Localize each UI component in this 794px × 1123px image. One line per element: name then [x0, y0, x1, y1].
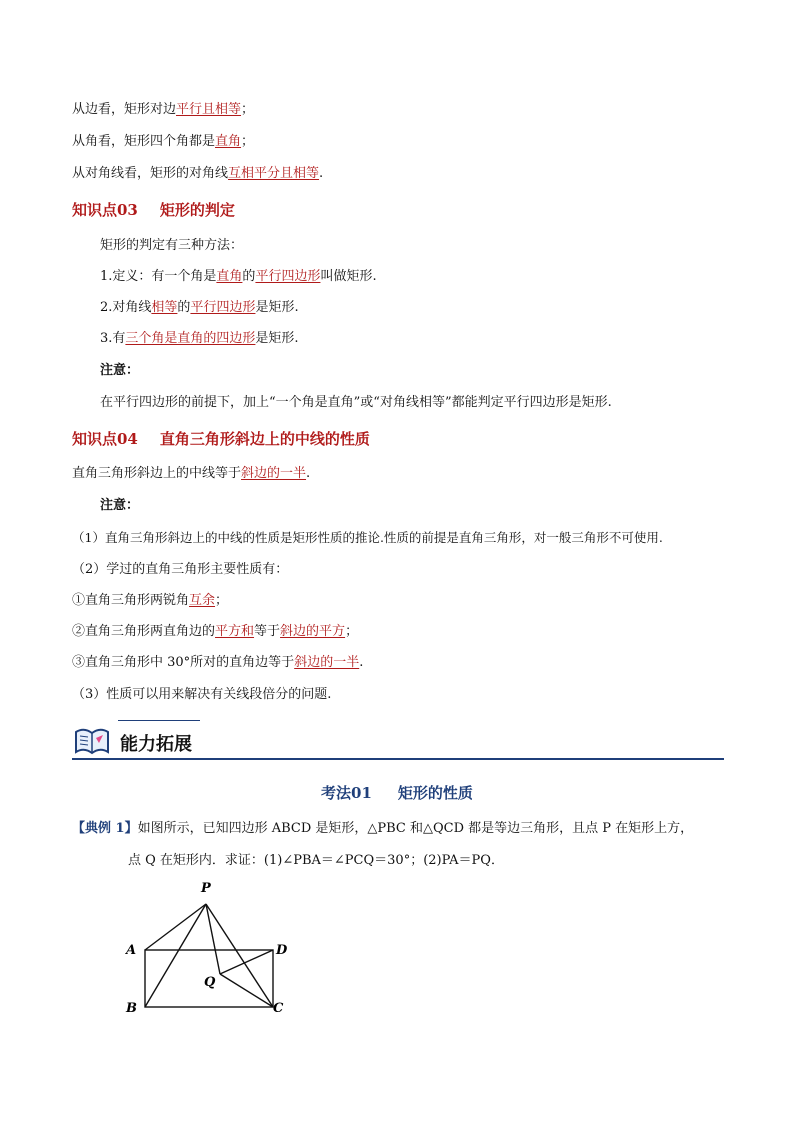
kp03-note-label: 注意：: [100, 363, 140, 378]
text: 等于: [254, 624, 281, 639]
key-term: 互余: [189, 593, 216, 608]
kp04-point-2: （2）学过的直角三角形主要性质有：: [72, 562, 289, 577]
kp04-point-1: （1）直角三角形斜边上的中线的性质是矩形性质的推论.性质的前提是直角三角形，对一般三角形不可使用.: [72, 530, 663, 545]
text: ；: [241, 134, 255, 149]
kp03-label: 知识点03: [72, 201, 138, 219]
text: 2.对角线: [100, 300, 152, 315]
kp04-title: 直角三角形斜边上的中线的性质: [159, 430, 370, 448]
kp03-method-3: [100, 330, 299, 348]
text: .: [319, 166, 324, 181]
label-b: B: [126, 1001, 137, 1016]
text: 的: [242, 269, 256, 284]
text: 从角看，矩形四个角都是: [72, 134, 216, 149]
key-term: 三个角是直角的四边形: [125, 331, 256, 346]
banner-divider: [118, 720, 200, 721]
kp04-point-3: （3）性质可以用来解决有关线段倍分的问题.: [72, 687, 332, 702]
text: 从边看，矩形对边: [72, 102, 177, 117]
label-d: D: [276, 943, 288, 958]
text: 是矩形.: [255, 331, 299, 346]
text: ①直角三角形两锐角: [72, 593, 190, 608]
key-term: 斜边的一半: [241, 466, 307, 481]
text: ；: [241, 102, 255, 117]
kp03-note-text: 在平行四边形的前提下，加上“一个角是直角”或“对角线相等”都能判定平行四边形是矩形.: [100, 395, 612, 410]
method-title: [0, 782, 794, 803]
text: ；: [215, 593, 229, 608]
label-c: C: [273, 1001, 284, 1016]
text: ；: [345, 624, 359, 639]
text: 3.有: [100, 331, 126, 346]
segment-pb: [145, 904, 206, 1007]
text: .: [306, 466, 311, 481]
segment-pa: [145, 904, 206, 950]
kp04-main: [72, 465, 310, 483]
property-line-diagonals: [72, 165, 323, 183]
label-p: P: [201, 881, 211, 896]
segment-qc: [220, 974, 273, 1007]
label-a: A: [126, 943, 137, 958]
example-tag: 【典例 1】: [72, 821, 138, 836]
section-banner: [72, 720, 724, 760]
key-term: 直角: [216, 269, 243, 284]
banner-title: 能力拓展: [120, 734, 192, 755]
key-term: 斜边的一半: [294, 655, 360, 670]
kp04-label: 知识点04: [72, 430, 138, 448]
text: 从对角线看，矩形的对角线: [72, 166, 229, 181]
text: 是矩形.: [255, 300, 299, 315]
text: 直角三角形斜边上的中线等于: [72, 466, 242, 481]
text: ②直角三角形两直角边的: [72, 624, 216, 639]
kp03-method-2: [100, 299, 299, 317]
key-term: 相等: [151, 300, 178, 315]
book-icon: [72, 724, 112, 758]
example-line-2: 点 Q 在矩形内．求证：(1)∠PBA＝∠PCQ＝30°；(2)PA＝PQ．: [128, 853, 504, 868]
kp03-heading: [72, 200, 235, 220]
key-term: 斜边的平方: [280, 624, 346, 639]
text: 的: [177, 300, 191, 315]
kp04-circle-2: [72, 623, 358, 641]
label-q: Q: [204, 975, 216, 990]
method-name: 矩形的性质: [397, 784, 473, 802]
kp04-circle-3: [72, 654, 363, 672]
kp04-heading: [72, 429, 370, 449]
text: 叫做矩形.: [320, 269, 377, 284]
key-term: 平行且相等: [176, 102, 242, 117]
property-line-angles: [72, 133, 254, 151]
kp03-title: 矩形的判定: [159, 201, 235, 219]
segment-qd: [220, 950, 273, 974]
kp03-intro: 矩形的判定有三种方法：: [100, 238, 244, 253]
key-term: 平方和: [215, 624, 255, 639]
kp04-circle-1: [72, 592, 228, 610]
geometry-figure: [120, 878, 300, 1018]
text: 1.定义：有一个角是: [100, 269, 217, 284]
example-line-1: [72, 820, 693, 838]
key-term: 互相平分且相等: [228, 166, 320, 181]
kp03-method-1: [100, 268, 377, 286]
key-term: 平行四边形: [190, 300, 256, 315]
text: .: [359, 655, 364, 670]
key-term: 平行四边形: [255, 269, 321, 284]
property-line-sides: [72, 101, 254, 119]
method-label: 考法01: [321, 784, 372, 802]
text: ③直角三角形中 30°所对的直角边等于: [72, 655, 295, 670]
example-text: 如图所示，已知四边形 ABCD 是矩形，△PBC 和△QCD 都是等边三角形，且点 P 在矩形上方，: [137, 821, 694, 836]
key-term: 直角: [215, 134, 242, 149]
banner-underline: [72, 758, 724, 760]
kp04-note-label: 注意：: [100, 498, 140, 513]
